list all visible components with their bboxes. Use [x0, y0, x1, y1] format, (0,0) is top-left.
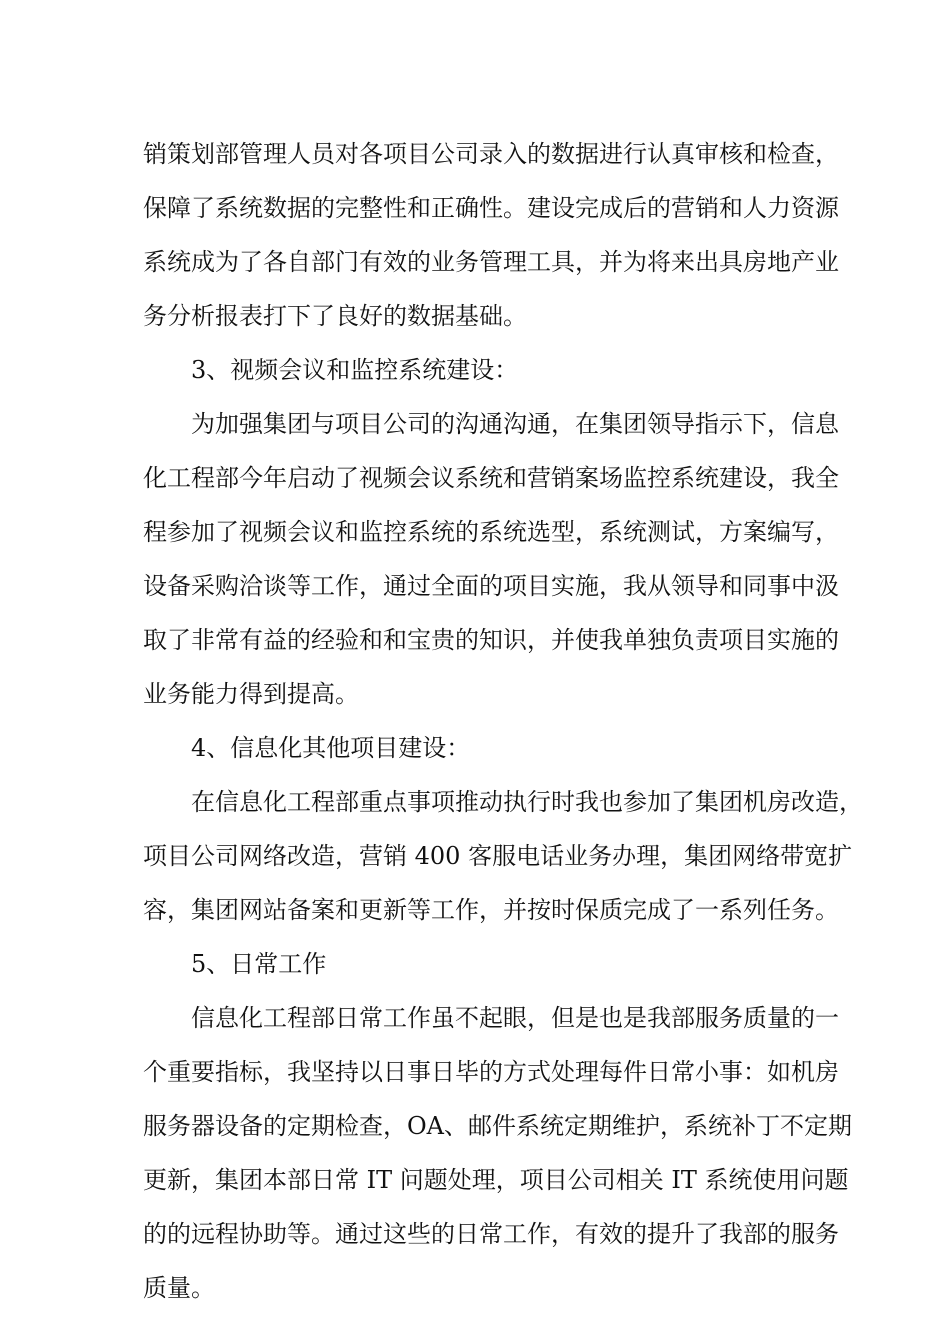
text-line: 系统成为了各自部门有效的业务管理工具，并为将来出具房地产业	[143, 248, 839, 276]
paragraph-continuation	[143, 127, 839, 343]
text-line: 更新，集团本部日常 IT 问题处理，项目公司相关 IT 系统使用问题	[143, 1166, 849, 1194]
text-line: 容，集团网站备案和更新等工作，并按时保质完成了一系列任务。	[143, 896, 839, 924]
text-line: 取了非常有益的经验和和宝贵的知识，并使我单独负责项目实施的	[143, 626, 839, 654]
text-line: 项目公司网络改造，营销 400 客服电话业务办理，集团网络带宽扩	[143, 842, 853, 870]
text-line: 为加强集团与项目公司的沟通沟通，在集团领导指示下，信息	[191, 410, 839, 438]
paragraph-section-5	[143, 991, 853, 1315]
text-line: 质量。	[143, 1274, 215, 1302]
section-heading-5	[143, 937, 815, 991]
text-line: 在信息化工程部重点事项推动执行时我也参加了集团机房改造，	[191, 788, 863, 816]
paragraph-section-3	[143, 397, 839, 721]
text-line: 信息化工程部日常工作虽不起眼，但是也是我部服务质量的一	[191, 1004, 839, 1032]
heading-text: 5、日常工作	[191, 950, 327, 978]
section-heading-4	[143, 721, 815, 775]
text-line: 业务能力得到提高。	[143, 680, 359, 708]
text-line: 服务器设备的定期检查，OA、邮件系统定期维护，系统补丁不定期	[143, 1112, 853, 1140]
heading-text: 3、视频会议和监控系统建设：	[191, 356, 519, 384]
text-line: 保障了系统数据的完整性和正确性。建设完成后的营销和人力资源	[143, 194, 839, 222]
paragraph-section-4	[143, 775, 863, 937]
text-line: 设备采购洽谈等工作，通过全面的项目实施，我从领导和同事中汲	[143, 572, 839, 600]
text-line: 的的远程协助等。通过这些的日常工作，有效的提升了我部的服务	[143, 1220, 839, 1248]
heading-text: 4、信息化其他项目建设：	[191, 734, 471, 762]
text-line: 程参加了视频会议和监控系统的系统选型，系统测试，方案编写，	[143, 518, 839, 546]
document-body	[143, 127, 863, 1315]
text-line: 务分析报表打下了良好的数据基础。	[143, 302, 527, 330]
section-heading-3	[143, 343, 815, 397]
text-line: 化工程部今年启动了视频会议系统和营销案场监控系统建设，我全	[143, 464, 839, 492]
text-line: 销策划部管理人员对各项目公司录入的数据进行认真审核和检查，	[143, 140, 839, 168]
text-line: 个重要指标，我坚持以日事日毕的方式处理每件日常小事：如机房	[143, 1058, 839, 1086]
